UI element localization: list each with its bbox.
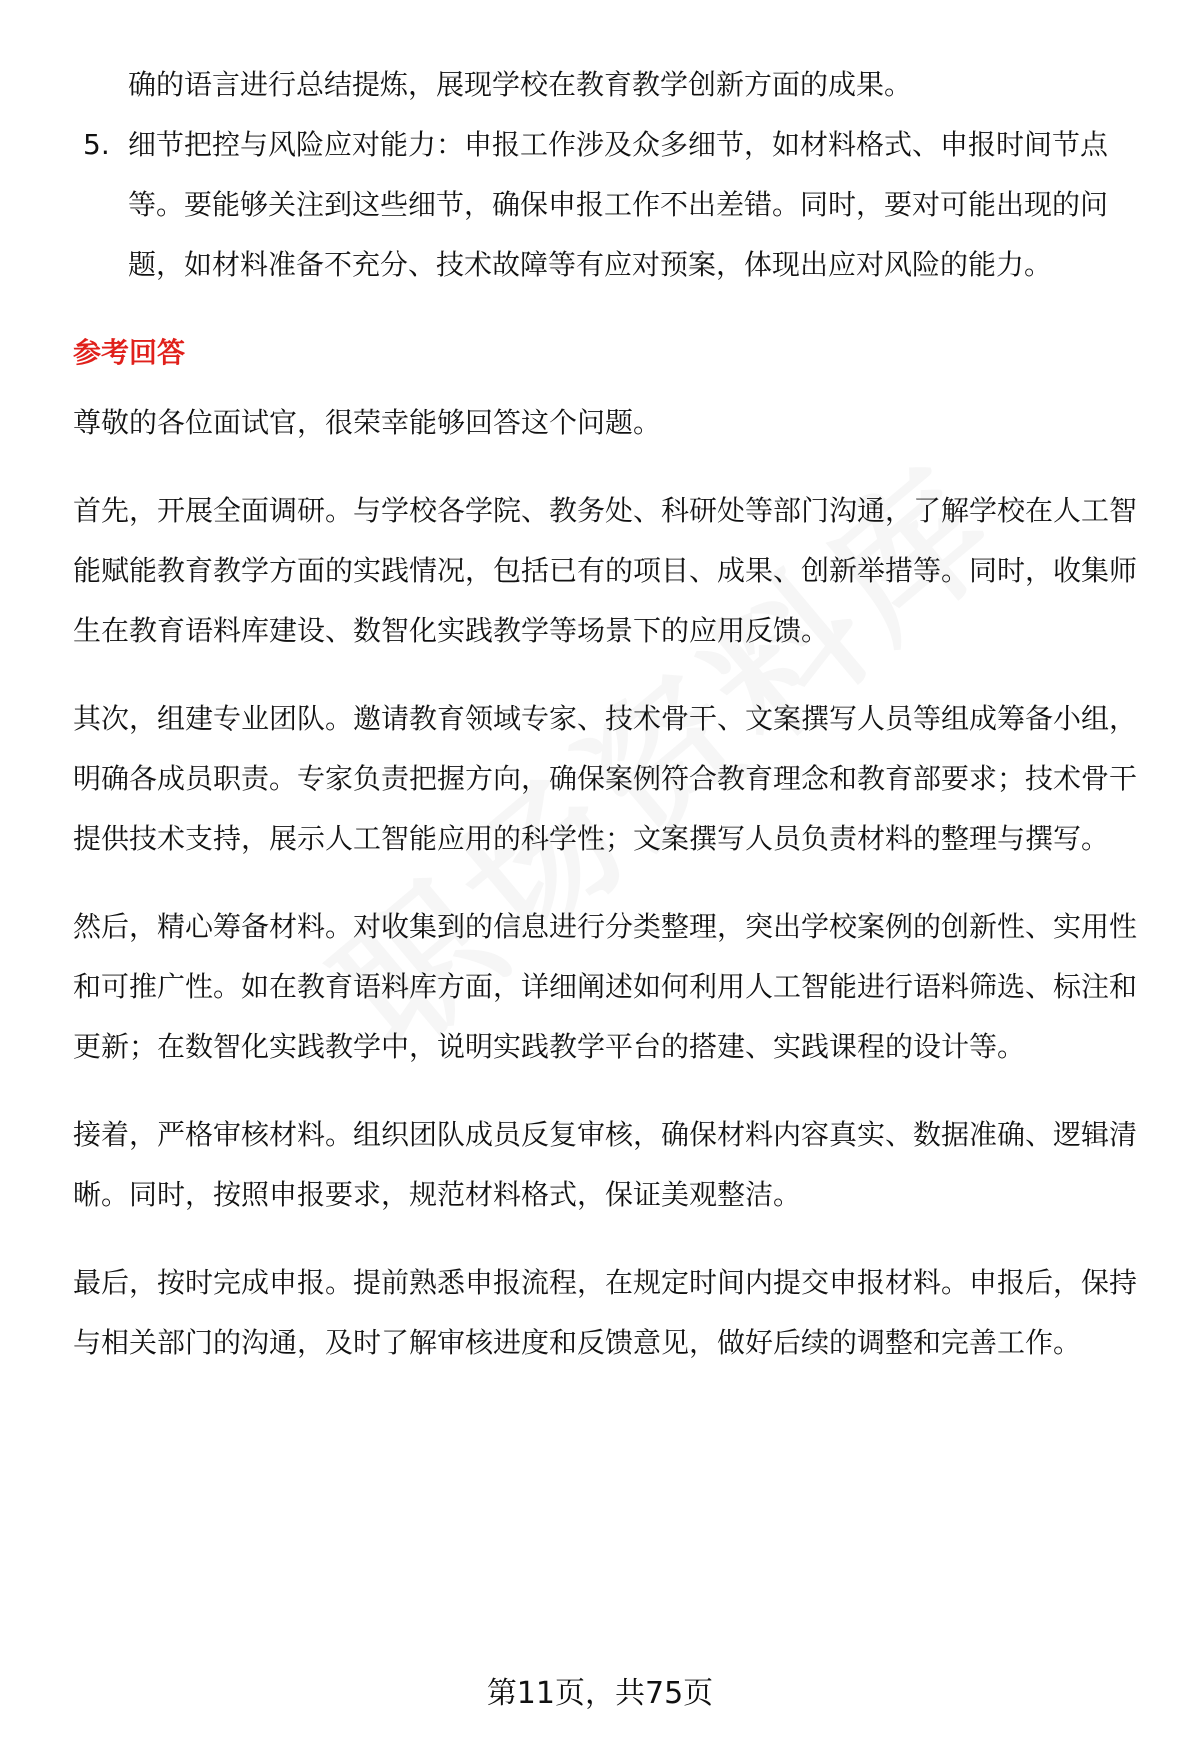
document-body [73, 55, 1153, 1401]
list-item-number: 5. [83, 128, 110, 161]
page-number: 第11页，共75页 [486, 1676, 714, 1711]
paragraph-greeting: 尊敬的各位面试官，很荣幸能够回答这个问题。 [73, 406, 662, 439]
paragraph-submission: 最后，按时完成申报。提前熟悉申报流程，在规定时间内提交申报材料。申报后，保持与相关部门的沟通，及时了解审核进度和反馈意见，做好后续的调整和完善工作。 [73, 1266, 1138, 1359]
paragraph-materials: 然后，精心筹备材料。对收集到的信息进行分类整理，突出学校案例的创新性、实用性和可推广性。如在教育语料库方面，详细阐述如何利用人工智能进行语料筛选、标注和更新；在数智化实践教学中，说明实践教学平台的搭建、实践课程的设计等。 [73, 910, 1138, 1063]
paragraph-team: 其次，组建专业团队。邀请教育领域专家、技术骨干、文案撰写人员等组成筹备小组，明确各成员职责。专家负责把握方向，确保案例符合教育理念和教育部要求；技术骨干提供技术支持，展示人工智能应用的科学性；文案撰写人员负责材料的整理与撰写。 [73, 702, 1138, 855]
section-title: 参考回答 [73, 336, 186, 369]
list-item [73, 115, 1153, 295]
list-item-text: 细节把控与风险应对能力：申报工作涉及众多细节，如材料格式、申报时间节点等。要能够关注到这些细节，确保申报工作不出差错。同时，要对可能出现的问题，如材料准备不充分、技术故障等有应对预案，体现出应对风险的能力。 [128, 128, 1109, 281]
paragraph-research: 首先，开展全面调研。与学校各学院、教务处、科研处等部门沟通，了解学校在人工智能赋能教育教学方面的实践情况，包括已有的项目、成果、创新举措等。同时，收集师生在教育语料库建设、数智化实践教学等场景下的应用反馈。 [73, 494, 1138, 647]
paragraph-review: 接着，严格审核材料。组织团队成员反复审核，确保材料内容真实、数据准确、逻辑清晰。同时，按照申报要求，规范材料格式，保证美观整洁。 [73, 1118, 1138, 1211]
continuation-text: 确的语言进行总结提炼，展现学校在教育教学创新方面的成果。 [128, 68, 913, 101]
